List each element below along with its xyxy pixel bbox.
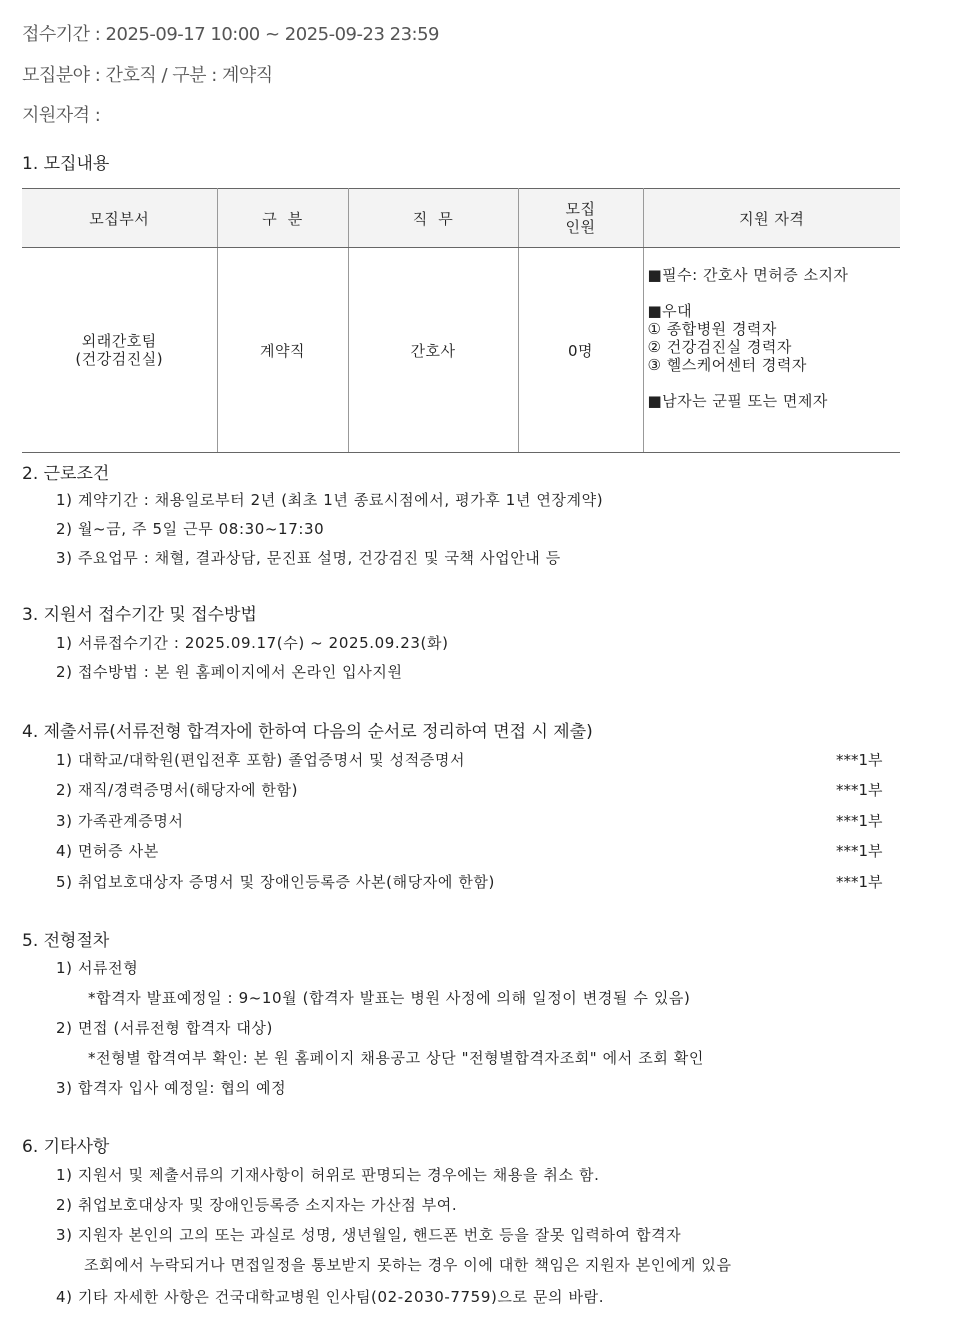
- etc-line-2: 2) 취업보호대상자 및 장애인등록증 소지자는 가산점 부여.: [56, 1196, 458, 1214]
- dept-sub: (건강검진실): [75, 350, 164, 368]
- cell-count: 0명: [518, 248, 643, 453]
- table-row: [22, 248, 900, 453]
- qual-preferred-2: ② 건강검진실 경력자: [647, 338, 792, 356]
- document-count-5: ***1부: [836, 873, 883, 891]
- header-qualification: 지원 자격: [643, 189, 900, 248]
- section-title-application: 3. 지원서 접수기간 및 접수방법: [22, 605, 257, 625]
- recruitment-table: [22, 188, 900, 453]
- document-count-4: ***1부: [836, 842, 883, 860]
- qual-military: ■남자는 군필 또는 면제자: [647, 392, 828, 410]
- section-title-conditions: 2. 근로조건: [22, 464, 110, 484]
- cell-dept: [22, 248, 217, 453]
- section-title-documents: 4. 제출서류(서류전형 합격자에 한하여 다음의 순서로 정리하여 면접 시 제출): [22, 722, 593, 742]
- conditions-line-3: 3) 주요업무 : 채혈, 결과상담, 문진표 설명, 건강검진 및 국책 사업안내 등: [56, 549, 561, 567]
- etc-line-3b: 조회에서 누락되거나 면접일정을 통보받지 못하는 경우 이에 대한 책임은 지원자 본인에게 있음: [84, 1256, 732, 1274]
- header-count: 모집 인원: [518, 189, 643, 248]
- cell-job: 간호사: [348, 248, 518, 453]
- dept-name: 외래간호팀: [81, 332, 157, 350]
- header-job: 직 무: [348, 189, 518, 248]
- application-line-2: 2) 접수방법 : 본 원 홈페이지에서 온라인 입사지원: [56, 663, 403, 681]
- process-note-1: *합격자 발표예정일 : 9~10월 (합격자 발표는 병원 사정에 의해 일정이 변경될 수 있음): [88, 989, 691, 1007]
- qualification-label: 지원자격 :: [22, 105, 101, 126]
- document-item-5: 5) 취업보호대상자 증명서 및 장애인등록증 사본(해당자에 한함): [56, 873, 495, 891]
- section-title-process: 5. 전형절차: [22, 931, 110, 951]
- cell-qualification: [643, 248, 900, 453]
- process-line-2: 2) 면접 (서류전형 합격자 대상): [56, 1019, 273, 1037]
- cell-type: 계약직: [217, 248, 348, 453]
- conditions-line-2: 2) 월~금, 주 5일 근무 08:30~17:30: [56, 520, 325, 538]
- etc-line-1: 1) 지원서 및 제출서류의 기재사항이 허위로 판명되는 경우에는 채용을 취소 함.: [56, 1166, 600, 1184]
- qual-required: ■필수: 간호사 면허증 소지자: [647, 266, 849, 284]
- section-title-recruitment: 1. 모집내용: [22, 154, 110, 174]
- header-type: 구 분: [217, 189, 348, 248]
- document-count-2: ***1부: [836, 781, 883, 799]
- process-line-3: 3) 합격자 입사 예정일: 협의 예정: [56, 1079, 287, 1097]
- qual-preferred-1: ① 종합병원 경력자: [647, 320, 777, 338]
- section-title-etc: 6. 기타사항: [22, 1137, 110, 1157]
- application-period: 접수기간 : 2025-09-17 10:00 ~ 2025-09-23 23:59: [22, 24, 439, 45]
- document-count-1: ***1부: [836, 751, 883, 769]
- document-item-4: 4) 면허증 사본: [56, 842, 159, 860]
- etc-line-4: 4) 기타 자세한 사항은 건국대학교병원 인사팀(02-2030-7759)으로 문의 바람.: [56, 1288, 605, 1306]
- table-header-row: [22, 189, 900, 248]
- recruit-field: 모집분야 : 간호직 / 구분 : 계약직: [22, 65, 273, 86]
- document-item-2: 2) 재직/경력증명서(해당자에 한함): [56, 781, 299, 799]
- process-note-2: *전형별 합격여부 확인: 본 원 홈페이지 채용공고 상단 "전형별합격자조회" 에서 조회 확인: [88, 1049, 704, 1067]
- header-dept: 모집부서: [22, 189, 217, 248]
- document-count-3: ***1부: [836, 812, 883, 830]
- document-item-3: 3) 가족관계증명서: [56, 812, 184, 830]
- qual-preferred: ■우대: [647, 302, 693, 320]
- qual-preferred-3: ③ 헬스케어센터 경력자: [647, 356, 807, 374]
- etc-line-3a: 3) 지원자 본인의 고의 또는 과실로 성명, 생년월일, 핸드폰 번호 등을 잘못 입력하여 합격자: [56, 1226, 682, 1244]
- application-line-1: 1) 서류접수기간 : 2025.09.17(수) ~ 2025.09.23(화): [56, 634, 449, 652]
- process-line-1: 1) 서류전형: [56, 959, 139, 977]
- document-item-1: 1) 대학교/대학원(편입전후 포함) 졸업증명서 및 성적증명서: [56, 751, 466, 769]
- conditions-line-1: 1) 계약기간 : 채용일로부터 2년 (최초 1년 종료시점에서, 평가후 1년 연장계약): [56, 491, 604, 509]
